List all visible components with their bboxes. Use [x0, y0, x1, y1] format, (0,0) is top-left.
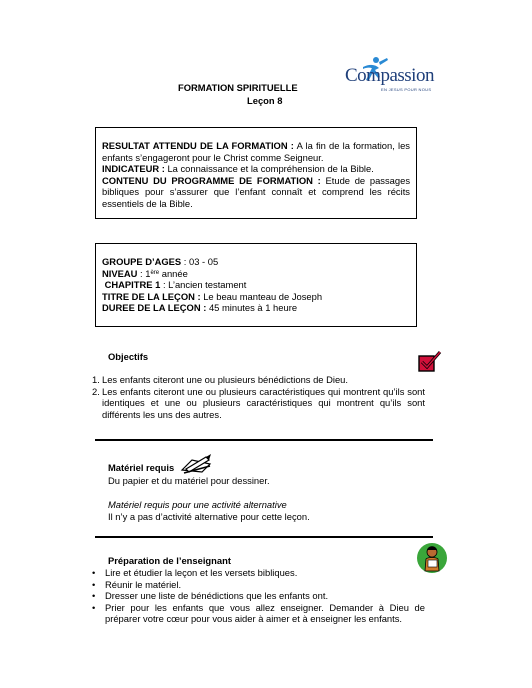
preparation-list — [92, 567, 425, 625]
duree-line — [102, 302, 410, 314]
checkbox-check-icon — [417, 350, 443, 374]
contenu-label: CONTENU DU PROGRAMME DE FORMATION : — [102, 174, 321, 186]
pencil-ruler-icon — [180, 452, 214, 474]
groupe-line — [102, 256, 410, 268]
compassion-logo — [345, 52, 437, 94]
objectif-number: 1. — [92, 374, 100, 385]
resultat-paragraph — [102, 140, 410, 163]
document-title: FORMATION SPIRITUELLE — [178, 82, 298, 93]
preparation-item — [92, 567, 425, 579]
objectif-number: 2. — [92, 385, 100, 397]
bullet: • — [92, 567, 96, 578]
bullet: • — [92, 590, 96, 601]
resultat-label: RESULTAT ATTENDU DE LA FORMATION : — [102, 140, 294, 151]
duree-value: 45 minutes à 1 heure — [206, 302, 298, 313]
titre-line — [102, 291, 410, 303]
resultat-text: A la fin de la formation, les enfants s’engageront pour le Christ comme Seigneur. — [102, 140, 410, 163]
contenu-text: Etude de passages bibliques pour s’assurer que l’enfant connaît et comprend les récits essentiels de la Bible. — [102, 174, 411, 209]
indicateur-paragraph — [102, 163, 410, 175]
materiel-alt-heading: Matériel requis pour une activité alternative — [108, 499, 287, 510]
groupe-value: : 03 - 05 — [181, 256, 219, 267]
preparation-text: Réunir le matériel. — [105, 578, 182, 590]
preparation-text: Lire et étudier la leçon et les versets bibliques. — [105, 567, 298, 578]
objectif-text: Les enfants citeront une ou plusieurs caractéristiques qui montrent qu’ils sont identiques et une ou plusieurs caractéristiques qui montrent qu’ils sont différents les uns des autres. — [102, 385, 425, 420]
materiel-alt-text: Il n’y a pas d’activité alternative pour cette leçon. — [108, 511, 310, 522]
objectif-item — [92, 386, 425, 421]
contenu-paragraph — [102, 175, 410, 210]
chapitre-label: CHAPITRE 1 — [104, 279, 161, 290]
preparation-item — [92, 602, 425, 625]
materiel-line: Du papier et du matériel pour dessiner. — [108, 475, 270, 486]
preparation-item — [92, 590, 425, 602]
objectifs-list — [92, 374, 425, 420]
logo-wordmark: Compassion — [345, 65, 434, 86]
preparation-heading: Préparation de l’enseignant — [108, 555, 231, 566]
bullet: • — [92, 601, 96, 613]
preparation-item — [92, 579, 425, 591]
groupe-label: GROUPE D’AGES — [102, 256, 182, 267]
preparation-text: Prier pour les enfants que vous allez enseigner. Demander à Dieu de préparer votre cœur pour vous aider à aimer et à enseigner les enfants. — [105, 601, 425, 624]
titre-value: Le beau manteau de Joseph — [200, 290, 323, 302]
section-divider — [95, 439, 433, 441]
objectifs-heading: Objectifs — [108, 351, 149, 362]
lesson-number: Leçon 8 — [247, 95, 283, 106]
formation-box — [95, 127, 417, 219]
niveau-sup: ère — [150, 269, 160, 276]
preparation-text: Dresser une liste de bénédictions que les enfants ont. — [105, 590, 329, 601]
materiel-heading: Matériel requis — [108, 462, 175, 473]
logo-tagline: EN JESUS POUR NOUS — [381, 87, 432, 92]
objectif-item — [92, 374, 425, 386]
indicateur-label: INDICATEUR : — [102, 163, 165, 174]
chapitre-value: : L’ancien testament — [160, 279, 247, 290]
lesson-info-box — [95, 243, 417, 327]
objectif-text: Les enfants citeront une ou plusieurs bénédictions de Dieu. — [102, 374, 348, 385]
duree-label: DUREE DE LA LEÇON : — [102, 302, 207, 313]
niveau-value-post: année — [159, 267, 188, 279]
niveau-line — [102, 268, 410, 280]
indicateur-text: La connaissance et la compréhension de la Bible. — [164, 163, 374, 174]
niveau-value-pre: : 1 — [137, 267, 151, 279]
section-divider — [95, 536, 433, 538]
titre-label: TITRE DE LA LEÇON : — [102, 290, 201, 302]
bullet: • — [92, 578, 96, 590]
niveau-label: NIVEAU — [102, 267, 138, 279]
chapitre-line — [102, 279, 410, 291]
